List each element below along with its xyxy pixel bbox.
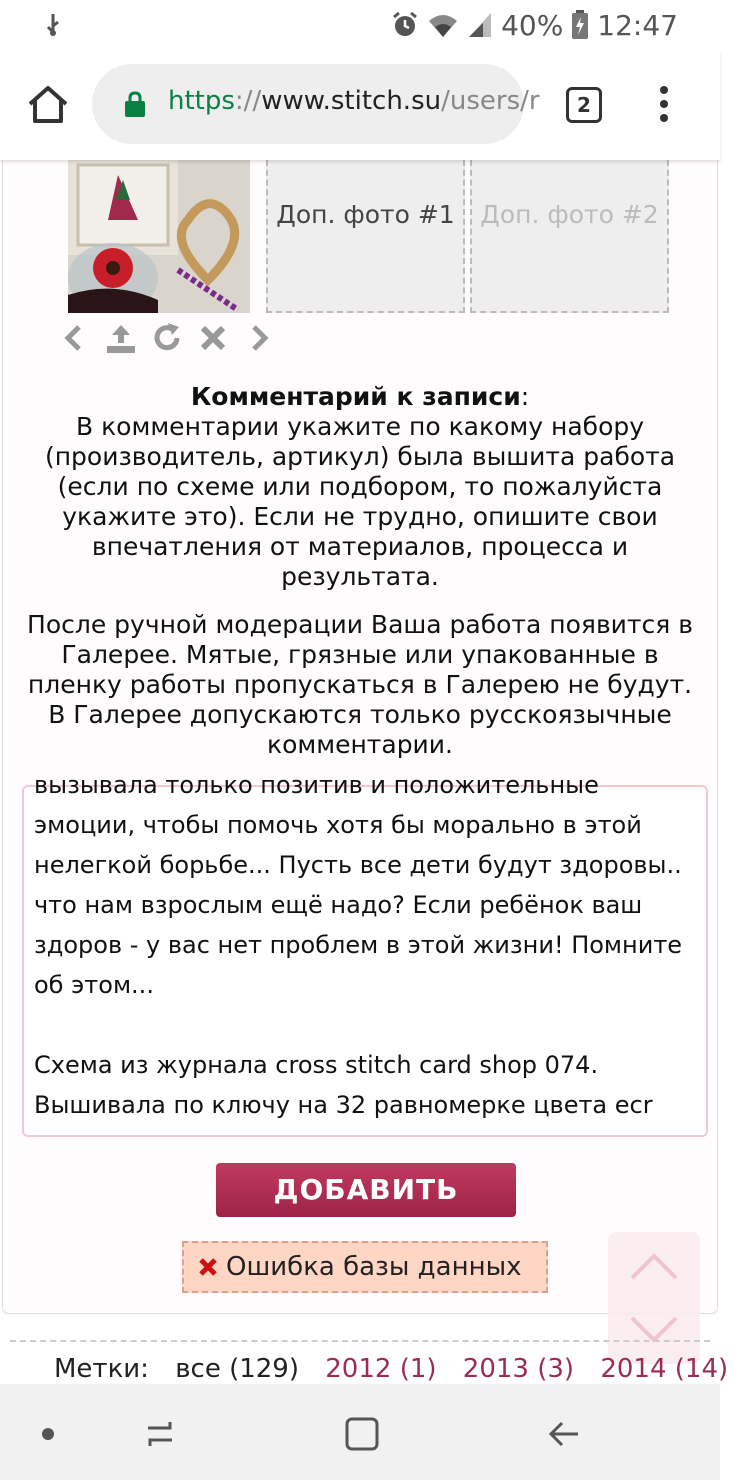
chevron-right-icon[interactable] (242, 321, 276, 355)
comment-instructions (20, 382, 700, 778)
back-icon[interactable] (544, 1414, 584, 1454)
alarm-icon (391, 11, 419, 39)
upload-icon[interactable] (104, 321, 138, 355)
tags-label: Метки: (54, 1354, 149, 1384)
battery-percent: 40% (501, 8, 564, 42)
comment-heading-colon: : (520, 382, 530, 411)
moderation-text: После ручной модерации Ваша работа появится в Галерее. Мятые, грязные или упакованные в пленку работы пропускаться в Галерею не будут. В Галерее допускаются только русскоязычные комментарии. (27, 610, 693, 759)
tag-all[interactable]: все (129) (175, 1354, 299, 1384)
error-message (182, 1241, 548, 1293)
error-x-icon (198, 1257, 218, 1277)
clock: 12:47 (597, 8, 678, 42)
url-host: www.stitch.su (261, 86, 442, 116)
lock-icon (124, 91, 146, 117)
error-text: Ошибка базы данных (226, 1252, 522, 1282)
scroll-up-icon[interactable] (628, 1250, 680, 1284)
url-path: /users/r (441, 86, 540, 116)
recent-apps-icon[interactable] (140, 1414, 180, 1454)
url-text (168, 86, 540, 116)
home-nav-icon[interactable] (342, 1414, 382, 1454)
rotate-icon[interactable] (150, 321, 184, 355)
browser-toolbar (0, 50, 720, 160)
url-scheme: https (168, 86, 235, 116)
battery-icon (571, 10, 589, 40)
tags-row (54, 1354, 746, 1384)
web-page (0, 160, 729, 1384)
comment-text: вызывала только позитив и положительные эмоции, чтобы помочь хотя бы морально в этой нелегкой борьбе... Пусть все дети будут здоровы.. что нам взрослым ещё надо? Если ребёнок ваш здоров - у вас нет проблем в этой жизни! Помните об этом... Схема из журнала cross stitch card shop 074. Вышивала по ключу на 32 равномерке цвета ecr (34, 771, 683, 1119)
overflow-menu-icon[interactable] (654, 86, 674, 126)
tag-2013[interactable]: 2013 (3) (462, 1354, 575, 1384)
wifi-icon (427, 11, 459, 39)
photo-toolbar (58, 320, 268, 356)
signal-icon (467, 11, 493, 39)
instructions-text: В комментарии укажите по какому набору (производитель, артикул) была вышита работа (если по схеме или подбором, то пожалуйста укажите это). Если не трудно, опишите свои впечатления от материалов, процесса и результата. (44, 412, 676, 591)
extra-photo-slot-1[interactable]: Доп. фото #1 (266, 160, 465, 313)
usb-icon (40, 12, 66, 38)
add-button[interactable]: ДОБАВИТЬ (216, 1163, 516, 1217)
system-nav-bar (0, 1384, 720, 1480)
tag-2014[interactable]: 2014 (14) (600, 1354, 729, 1384)
home-icon[interactable] (26, 84, 70, 124)
tab-switcher-button[interactable]: 2 (566, 87, 602, 123)
divider (10, 1340, 710, 1342)
photo-image (68, 160, 250, 313)
status-bar (0, 0, 720, 50)
extra-photo-slot-2[interactable]: Доп. фото #2 (470, 160, 669, 313)
address-bar[interactable] (92, 64, 540, 144)
comment-heading: Комментарий к записи (190, 382, 521, 411)
delete-icon[interactable] (196, 321, 230, 355)
tag-2012[interactable]: 2012 (1) (325, 1354, 437, 1384)
chevron-left-icon[interactable] (58, 321, 92, 355)
scroll-widget (608, 1232, 700, 1364)
dot-icon (28, 1414, 68, 1454)
url-separator: :// (234, 86, 262, 116)
main-photo[interactable] (68, 160, 250, 313)
comment-textarea[interactable] (22, 771, 708, 1137)
